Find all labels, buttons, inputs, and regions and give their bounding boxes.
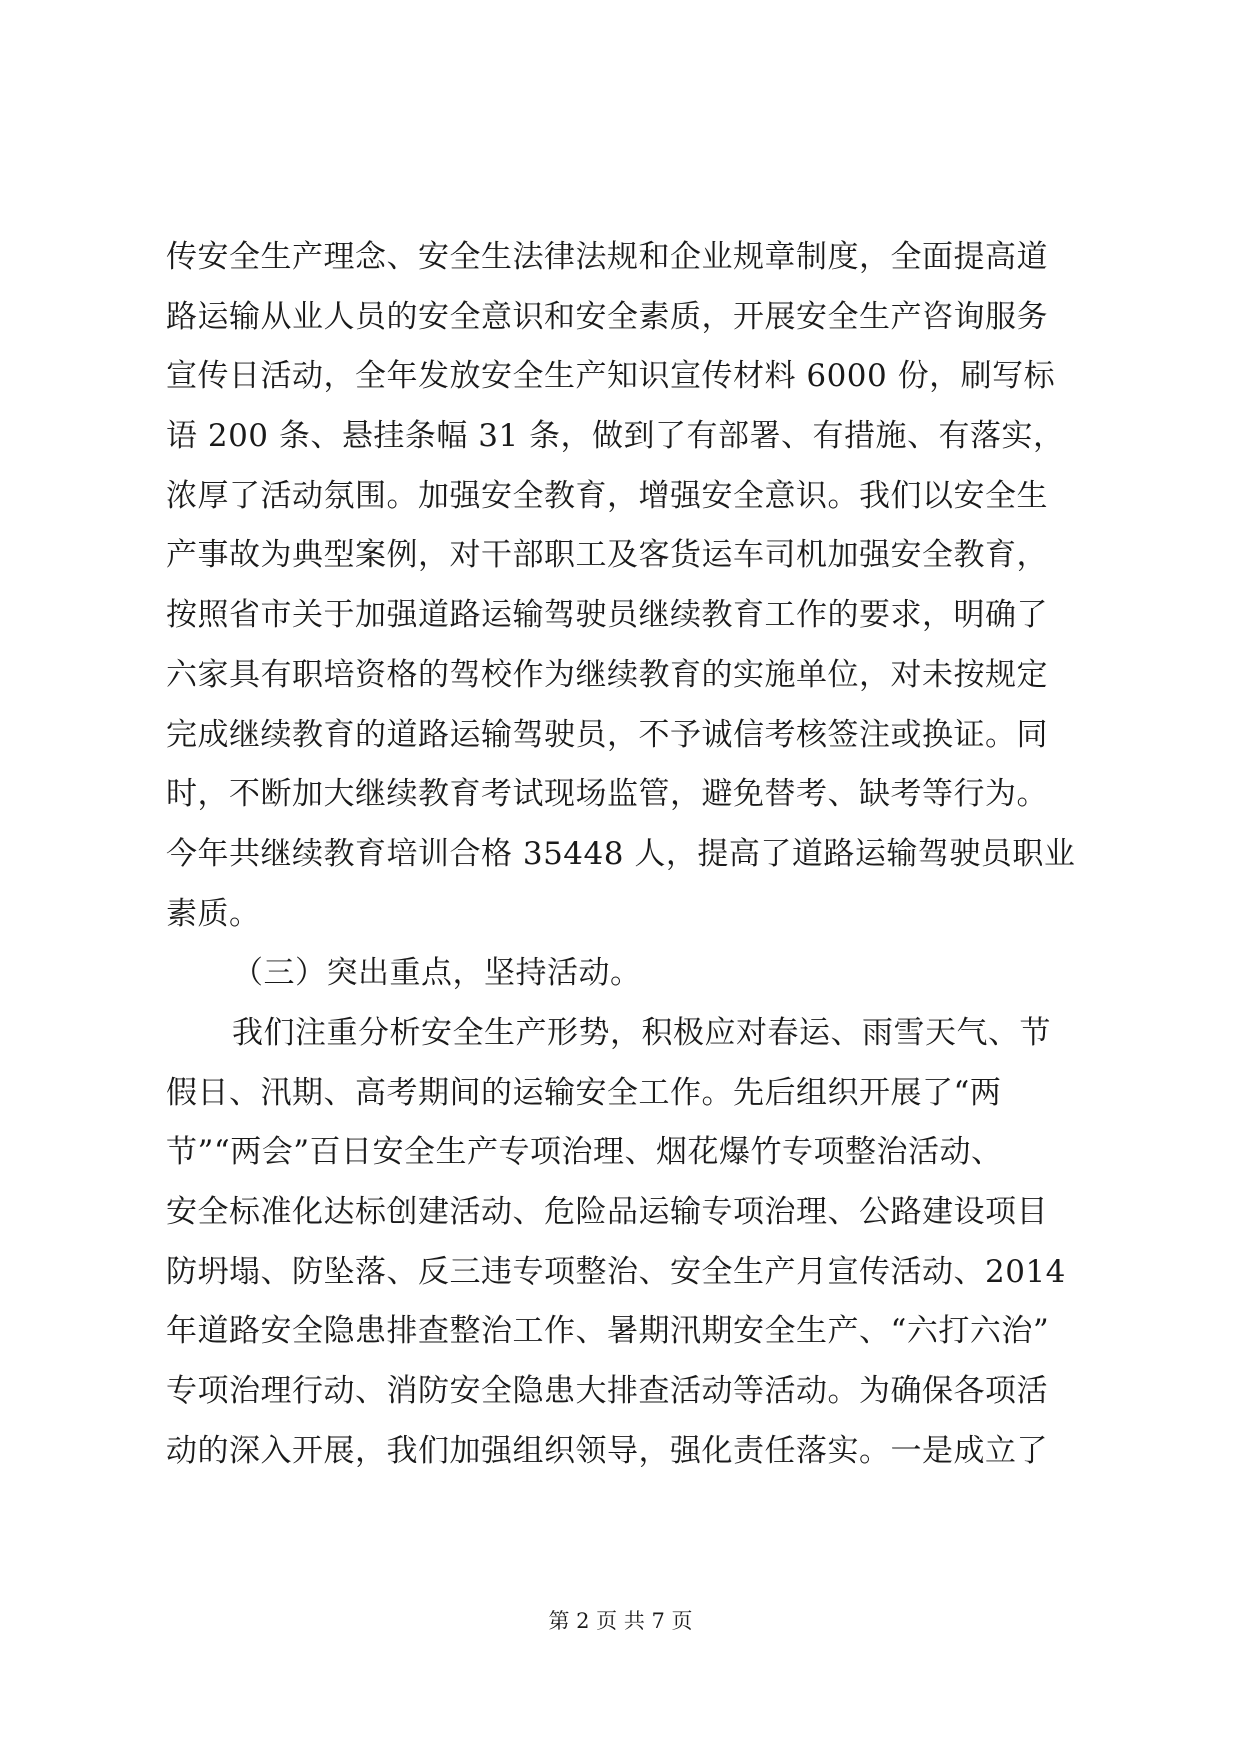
paragraph-line: 完成继续教育的道路运输驾驶员，不予诚信考核签注或换证。同 [166,716,1048,753]
paragraph-line: 年道路安全隐患排查整治工作、暑期汛期安全生产、“六打六治” [166,1313,1050,1350]
paragraph-line: 今年共继续教育培训合格 35448 人，提高了道路运输驾驶员职业 [166,835,1076,872]
paragraph-line: 专项治理行动、消防安全隐患大排查活动等活动。为确保各项活 [166,1373,1048,1410]
paragraph-line: 节”“两会”百日安全生产专项治理、烟花爆竹专项整治活动、 [166,1134,1003,1171]
paragraph-line: 六家具有职培资格的驾校作为继续教育的实施单位，对未按规定 [166,656,1048,693]
paragraph-line: 动的深入开展，我们加强组织领导，强化责任落实。一是成立了 [166,1432,1048,1469]
paragraph-line: 假日、汛期、高考期间的运输安全工作。先后组织开展了“两 [166,1074,1002,1111]
paragraph-line: 我们注重分析安全生产形势，积极应对春运、雨雪天气、节 [232,1014,1051,1051]
paragraph-line: 按照省市关于加强道路运输驾驶员继续教育工作的要求，明确了 [166,597,1048,634]
body-text [166,228,1076,1481]
paragraph-line: 浓厚了活动氛围。加强安全教育，增强安全意识。我们以安全生 [166,477,1048,514]
section-heading: （三）突出重点，坚持活动。 [232,955,642,992]
paragraph-line: 安全标准化达标创建活动、危险品运输专项治理、公路建设项目 [166,1194,1048,1230]
page-footer: 第 2 页 共 7 页 [548,1609,693,1633]
paragraph-line: 宣传日活动，全年发放安全生产知识宣传材料 6000 份，刷写标 [166,358,1056,395]
paragraph-line: 时，不断加大继续教育考试现场监管，避免替考、缺考等行为。 [166,776,1048,813]
paragraph-line: 传安全生产理念、安全生法律法规和企业规章制度，全面提高道 [166,239,1048,275]
paragraph-line: 路运输从业人员的安全意识和安全素质，开展安全生产咨询服务 [166,298,1048,335]
paragraph-line: 素质。 [166,895,261,932]
paragraph-line: 产事故为典型案例，对干部职工及客货运车司机加强安全教育， [166,537,1048,574]
paragraph-line: 语 200 条、悬挂条幅 31 条，做到了有部署、有措施、有落实， [166,418,1065,455]
paragraph-line: 防坍塌、防坠落、反三违专项整治、安全生产月宣传活动、2014 [166,1253,1066,1290]
